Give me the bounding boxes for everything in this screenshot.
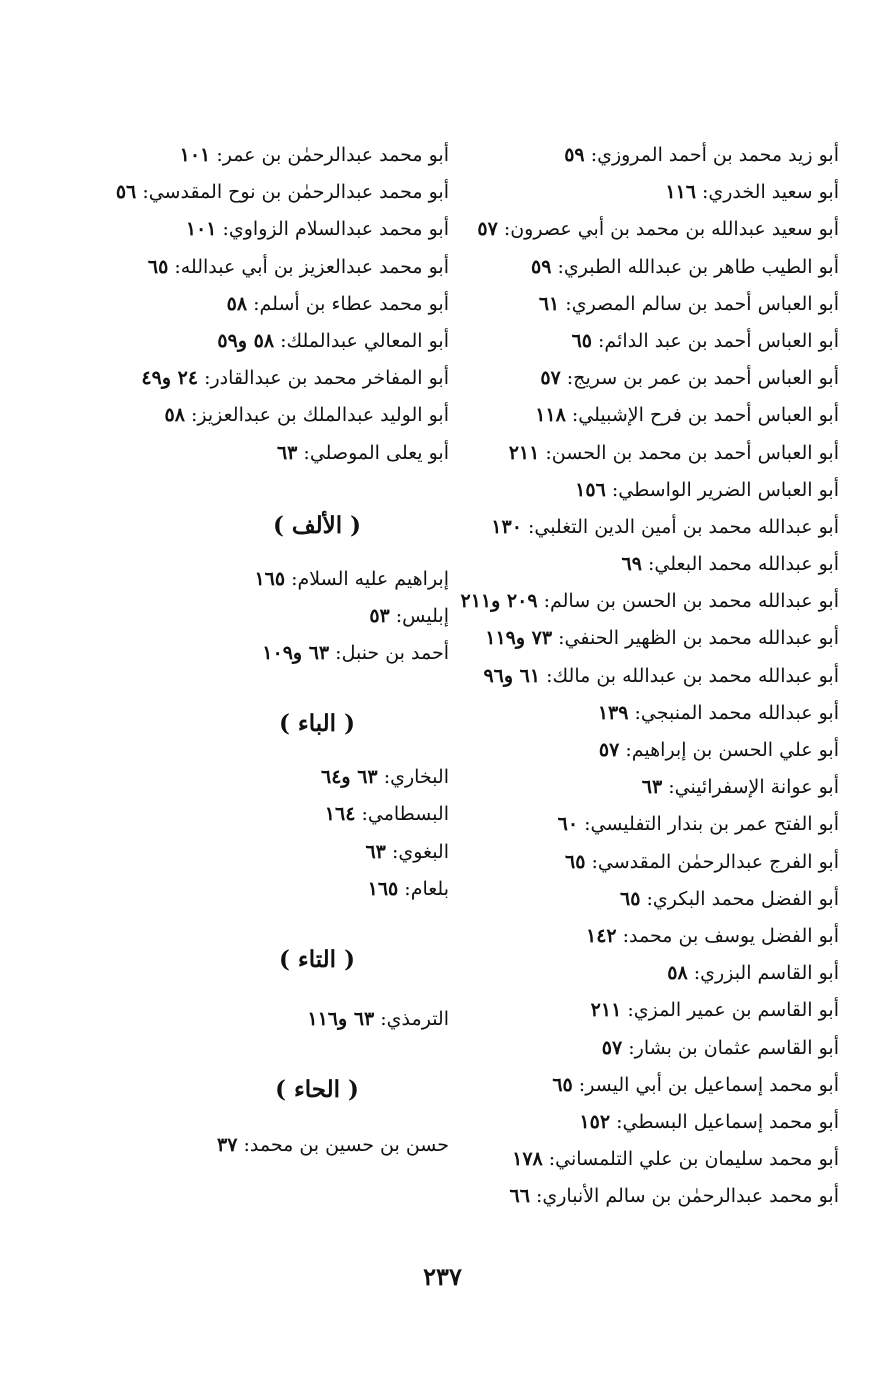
entry-name: أبو عبدالله محمد بن عبدالله بن مالك:	[546, 664, 839, 687]
entry-name: أبو المعالي عبدالملك:	[280, 329, 449, 352]
index-entry	[469, 881, 839, 918]
entry-page-refs: ٥٧	[477, 218, 498, 241]
entry-page-refs: ٦٥	[147, 255, 169, 278]
index-entry	[79, 796, 449, 833]
index-entry	[79, 360, 449, 397]
index-entry	[79, 397, 449, 434]
entry-page-refs: ٦٣ و٦٤	[321, 766, 378, 789]
entry-name: أبو عبدالله محمد بن الحسن بن سالم:	[543, 590, 839, 613]
entry-name: أبو العباس أحمد بن سالم المصري:	[565, 292, 839, 315]
entry-name: أبو عبدالله محمد المنبجي:	[634, 701, 839, 724]
entry-name: أحمد بن حنبل:	[335, 642, 449, 665]
section-heading: ( التاء )	[279, 946, 355, 973]
entry-page-refs: ١٣٠	[491, 515, 522, 538]
index-entry	[79, 635, 449, 672]
entry-page-refs: ٢١١	[590, 999, 622, 1022]
entry-page-refs: ٦٥	[552, 1073, 573, 1096]
entry-name: أبو الفضل محمد البكري:	[646, 887, 839, 910]
entry-page-refs: ٦٣	[365, 840, 386, 863]
entry-name: البخاري:	[383, 766, 449, 789]
entry-name: أبو العباس أحمد بن عمر بن سريج:	[566, 367, 839, 390]
index-entry	[469, 509, 839, 546]
section-heading: ( الألف )	[272, 511, 362, 539]
entry-name: أبو الوليد عبدالملك بن عبدالعزيز:	[190, 404, 449, 427]
index-entry	[469, 435, 839, 472]
entry-name: أبو محمد عبدالرحمٰن بن نوح المقدسي:	[142, 181, 449, 204]
entry-name: إبراهيم عليه السلام:	[291, 567, 449, 590]
entry-name: البغوي:	[391, 840, 449, 863]
entry-page-refs: ١١٦	[665, 181, 696, 204]
entry-page-refs: ١٦٥	[367, 877, 399, 900]
index-entry	[469, 472, 839, 509]
entry-page-refs: ١١٨	[535, 404, 566, 427]
index-entry	[79, 759, 449, 796]
entry-page-refs: ٦٣	[641, 776, 663, 799]
entry-page-refs: ٧٣ و١١٩	[485, 627, 553, 650]
index-entry	[469, 174, 839, 211]
index-entry	[469, 1067, 839, 1104]
index-entry	[469, 397, 839, 434]
entry-page-refs: ٦٩	[621, 553, 642, 576]
index-entry	[79, 249, 449, 286]
index-entry	[469, 360, 839, 397]
entry-page-refs: ٦١ و٩٦	[483, 664, 541, 687]
index-entry	[469, 1104, 839, 1141]
entry-name: أبو محمد عبدالعزيز بن أبي عبدالله:	[174, 255, 449, 278]
index-entry	[79, 323, 449, 360]
entry-name: أبو زيد محمد بن أحمد المروزي:	[590, 144, 839, 166]
entry-page-refs: ١٥٢	[579, 1110, 611, 1133]
entry-page-refs: ٦٥	[571, 329, 592, 352]
index-entry	[469, 695, 839, 732]
entry-page-refs: ١٧٨	[512, 1148, 543, 1171]
entry-page-refs: ١٣٩	[597, 701, 629, 724]
index-entry	[79, 435, 449, 472]
index-entry	[460, 583, 839, 620]
entry-name: إبليس:	[395, 604, 449, 627]
index-entry	[469, 546, 839, 583]
entry-page-refs: ٣٧	[217, 1134, 238, 1157]
entry-name: أبو العباس أحمد بن عبد الدائم:	[598, 329, 839, 352]
entry-name: أبو محمد عبدالرحمٰن بن سالم الأنباري:	[535, 1185, 839, 1208]
entry-name: أبو سعيد الخدري:	[701, 181, 839, 204]
index-entry	[469, 992, 839, 1029]
entry-name: بلعام:	[404, 877, 449, 900]
index-entry	[469, 286, 839, 323]
entry-page-refs: ٦٦	[509, 1185, 530, 1208]
entry-page-refs: ٥٨	[667, 962, 688, 985]
page-number: ٢٣٧	[423, 1262, 462, 1291]
index-entry	[469, 769, 839, 806]
entry-name: أبو محمد عبدالسلام الزواوي:	[222, 218, 449, 241]
entry-name: أبو محمد عبدالرحمٰن بن عمر:	[216, 144, 449, 166]
entry-name: أبو محمد إسماعيل البسطي:	[616, 1110, 839, 1133]
entry-page-refs: ٦٥	[620, 887, 641, 910]
index-entry	[469, 844, 839, 881]
entry-page-refs: ٥٩	[531, 255, 552, 278]
index-entry	[469, 211, 839, 248]
entry-page-refs: ٦٣	[276, 441, 298, 464]
index-entry	[79, 598, 449, 635]
entry-page-refs: ٦١	[538, 292, 560, 315]
entry-name: أبو الفرج عبدالرحمٰن المقدسي:	[591, 850, 839, 873]
entry-name: أبو الطيب طاهر بن عبدالله الطبري:	[557, 255, 839, 278]
entry-page-refs: ١٦٤	[324, 803, 356, 826]
index-entry	[469, 806, 839, 843]
entry-page-refs: ١٠١	[185, 218, 217, 241]
index-entry	[469, 1141, 839, 1178]
entry-page-refs: ٥٨ و٥٩	[217, 329, 275, 352]
entry-page-refs: ٢٠٩ و٢١١	[460, 590, 538, 613]
index-entry	[79, 286, 449, 323]
section-heading: ( الحاء )	[275, 1076, 359, 1104]
index-entry	[79, 871, 449, 908]
index-entry	[469, 1030, 839, 1067]
index-entry	[79, 211, 449, 248]
index-entry	[79, 137, 449, 174]
entry-name: أبو يعلى الموصلي:	[303, 441, 449, 464]
entry-page-refs: ٢٤ و٤٩	[141, 367, 199, 390]
entry-page-refs: ٥٧	[598, 739, 620, 761]
index-entry	[469, 732, 839, 769]
entry-name: أبو العباس أحمد بن محمد بن الحسن:	[545, 441, 839, 464]
entry-name: أبو العباس الضرير الواسطي:	[611, 478, 839, 501]
entry-page-refs: ٦٠	[557, 813, 579, 836]
index-entry	[469, 1178, 839, 1215]
entry-name: أبو عبدالله محمد بن أمين الدين التغلبي:	[527, 515, 839, 538]
entry-name: أبو علي الحسن بن إبراهيم:	[625, 739, 839, 761]
entry-name: حسن بن حسين بن محمد:	[243, 1134, 449, 1157]
index-column-right	[460, 137, 839, 1215]
entry-name: أبو الفتح عمر بن بندار التفليسي:	[584, 813, 839, 836]
entry-name: أبو محمد عطاء بن أسلم:	[253, 292, 449, 315]
index-entry	[469, 323, 839, 360]
entry-page-refs: ٦٣ و١١٦	[307, 1008, 375, 1030]
entry-name: أبو القاسم بن عمير المزي:	[627, 999, 839, 1022]
entry-name: أبو المفاخر محمد بن عبدالقادر:	[204, 367, 449, 390]
index-column-left	[79, 137, 449, 1164]
entry-name: أبو محمد إسماعيل بن أبي اليسر:	[578, 1073, 839, 1096]
index-entry	[79, 561, 449, 598]
entry-name: أبو عبدالله محمد البعلي:	[648, 553, 839, 576]
index-entry	[469, 249, 839, 286]
index-entry	[469, 658, 839, 695]
entry-name: أبو العباس أحمد بن فرح الإشبيلي:	[571, 404, 839, 427]
section-heading: ( الباء )	[279, 710, 355, 738]
entry-page-refs: ٥٦	[115, 181, 137, 204]
entry-page-refs: ٦٥	[565, 850, 586, 873]
entry-name: أبو الفضل يوسف بن محمد:	[622, 924, 839, 947]
entry-name: أبو القاسم البزري:	[693, 962, 839, 985]
entry-page-refs: ١٥٦	[575, 478, 606, 501]
entry-page-refs: ٥٨	[164, 404, 185, 427]
entry-name: أبو سعيد عبدالله بن محمد بن أبي عصرون:	[503, 218, 839, 241]
entry-page-refs: ١٤٢	[585, 924, 617, 947]
index-entry	[79, 1001, 449, 1038]
index-entry	[469, 918, 839, 955]
entry-name: أبو عبدالله محمد بن الظهير الحنفي:	[558, 627, 839, 650]
entry-name: أبو عوانة الإسفرائيني:	[668, 776, 839, 799]
entry-page-refs: ٥٣	[369, 604, 390, 627]
entry-name: البسطامي:	[361, 803, 449, 826]
entry-page-refs: ٥٩	[564, 144, 585, 166]
index-entry	[79, 174, 449, 211]
index-entry	[79, 834, 449, 871]
entry-page-refs: ٢١١	[508, 441, 540, 464]
entry-page-refs: ٦٣ و١٠٩	[262, 642, 330, 665]
index-entry	[469, 137, 839, 174]
entry-name: الترمذي:	[380, 1008, 449, 1030]
entry-name: أبو القاسم عثمان بن بشار:	[628, 1036, 839, 1059]
index-entry	[469, 620, 839, 657]
entry-page-refs: ١٦٥	[254, 567, 286, 590]
index-entry	[469, 955, 839, 992]
entry-name: أبو محمد سليمان بن علي التلمساني:	[548, 1148, 839, 1171]
entry-page-refs: ١٠١	[179, 144, 211, 166]
entry-page-refs: ٥٧	[601, 1036, 623, 1059]
entry-page-refs: ٥٧	[540, 367, 561, 390]
index-entry	[79, 1127, 449, 1164]
entry-page-refs: ٥٨	[226, 292, 248, 315]
